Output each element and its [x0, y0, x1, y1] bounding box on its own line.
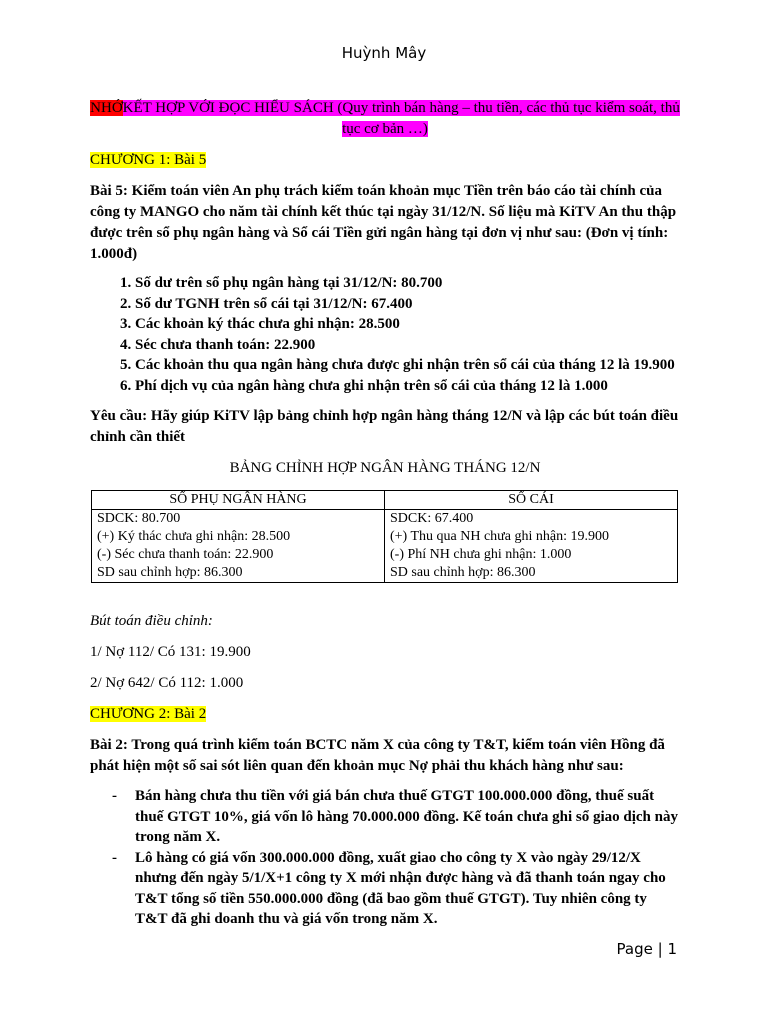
table-header-ledger: SỔ CÁI — [385, 491, 678, 510]
table-row: SDCK: 67.400 — [390, 511, 474, 526]
table-row: (+) Ký thác chưa ghi nhận: 28.500 — [97, 529, 291, 544]
chapter2-heading-text: CHƯƠNG 2: Bài 2 — [90, 706, 207, 722]
chapter1-data-list — [90, 273, 680, 396]
ledger-cell — [385, 510, 678, 583]
list-item: 2. Số dư TGNH trên sổ cái tại 31/12/N: 67.400 — [135, 294, 680, 315]
adjusting-entries-heading: Bút toán điều chỉnh: — [90, 613, 213, 629]
table-row: (-) Séc chưa thanh toán: 22.900 — [97, 547, 274, 562]
chapter1-heading-text: CHƯƠNG 1: Bài 5 — [90, 152, 207, 168]
list-item: 4. Séc chưa thanh toán: 22.900 — [135, 335, 680, 356]
reminder-note-text: KẾT HỢP VỚI ĐỌC HIỂU SÁCH (Quy trình bán hàng – thu tiền, các thủ tục kiểm soát, thủ tục cơ bản …) — [122, 100, 680, 137]
list-item: - Bán hàng chưa thu tiền với giá bán chưa thuế GTGT 100.000.000 đồng, thuế suất thuế GTGT 10%, giá vốn lô hàng 70.000.000 đồng. Kế toán chưa ghi sổ giao dịch này trong năm X. — [135, 786, 680, 848]
table-row: SDCK: 80.700 — [97, 511, 181, 526]
list-item: 1. Số dư trên sổ phụ ngân hàng tại 31/12/N: 80.700 — [135, 273, 680, 294]
reminder-note — [90, 98, 680, 140]
chapter1-problem: Bài 5: Kiểm toán viên An phụ trách kiểm toán khoản mục Tiền trên báo cáo tài chính của công ty MANGO cho năm tài chính kết thúc tại ngày 31/12/N. Số liệu mà KiTV An thu thập được trên sổ phụ ngân hàng và Sổ cái Tiền gửi ngân hàng tại đơn vị như sau: (Đơn vị tính: 1.000đ) — [90, 183, 677, 262]
table-row: (+) Thu qua NH chưa ghi nhận: 19.900 — [390, 529, 609, 544]
table-row: (-) Phí NH chưa ghi nhận: 1.000 — [390, 547, 572, 562]
adjusting-entry-2: 2/ Nợ 642/ Có 112: 1.000 — [90, 675, 244, 691]
page-number: Page | 1 — [616, 940, 677, 958]
reconciliation-table-title: BẢNG CHỈNH HỢP NGÂN HÀNG THÁNG 12/N — [229, 460, 541, 476]
chapter2-problem: Bài 2: Trong quá trình kiểm toán BCTC năm X của công ty T&T, kiểm toán viên Hồng đã phát hiện một số sai sót liên quan đến khoản mục Nợ phải thu khách hàng như sau: — [90, 737, 665, 774]
chapter1-requirement: Yêu cầu: Hãy giúp KiTV lập bảng chỉnh hợp ngân hàng tháng 12/N và lập các bút toán điều chỉnh cần thiết — [90, 408, 679, 445]
list-item: 3. Các khoản ký thác chưa ghi nhận: 28.500 — [135, 314, 680, 335]
list-item: 5. Các khoản thu qua ngân hàng chưa được ghi nhận trên sổ cái của tháng 12 là 19.900 — [135, 355, 680, 376]
page-header-author: Huỳnh Mây — [341, 44, 427, 62]
reminder-note-prefix: NHỚ — [90, 100, 123, 116]
chapter2-issue-list — [90, 786, 680, 930]
list-item: - Lô hàng có giá vốn 300.000.000 đồng, xuất giao cho công ty X vào ngày 29/12/X nhưng đến ngày 5/1/X+1 công ty X mới nhận được hàng và đã thanh toán ngay cho T&T tổng số tiền 550.000.000 đồng (đã bao gồm thuế GTGT). Tuy nhiên công ty T&T đã ghi doanh thu và giá vốn trong năm X. — [135, 848, 680, 930]
list-item: 6. Phí dịch vụ của ngân hàng chưa ghi nhận trên sổ cái của tháng 12 là 1.000 — [135, 376, 680, 397]
chapter1-heading — [90, 150, 680, 171]
adjusting-entry-1: 1/ Nợ 112/ Có 131: 19.900 — [90, 644, 251, 660]
chapter2-heading — [90, 704, 680, 725]
table-row: SD sau chỉnh hợp: 86.300 — [97, 565, 243, 580]
table-row: SD sau chỉnh hợp: 86.300 — [390, 565, 536, 580]
table-header-bank-statement: SỔ PHỤ NGÂN HÀNG — [92, 491, 385, 510]
reconciliation-table — [91, 490, 678, 583]
bank-statement-cell — [92, 510, 385, 583]
